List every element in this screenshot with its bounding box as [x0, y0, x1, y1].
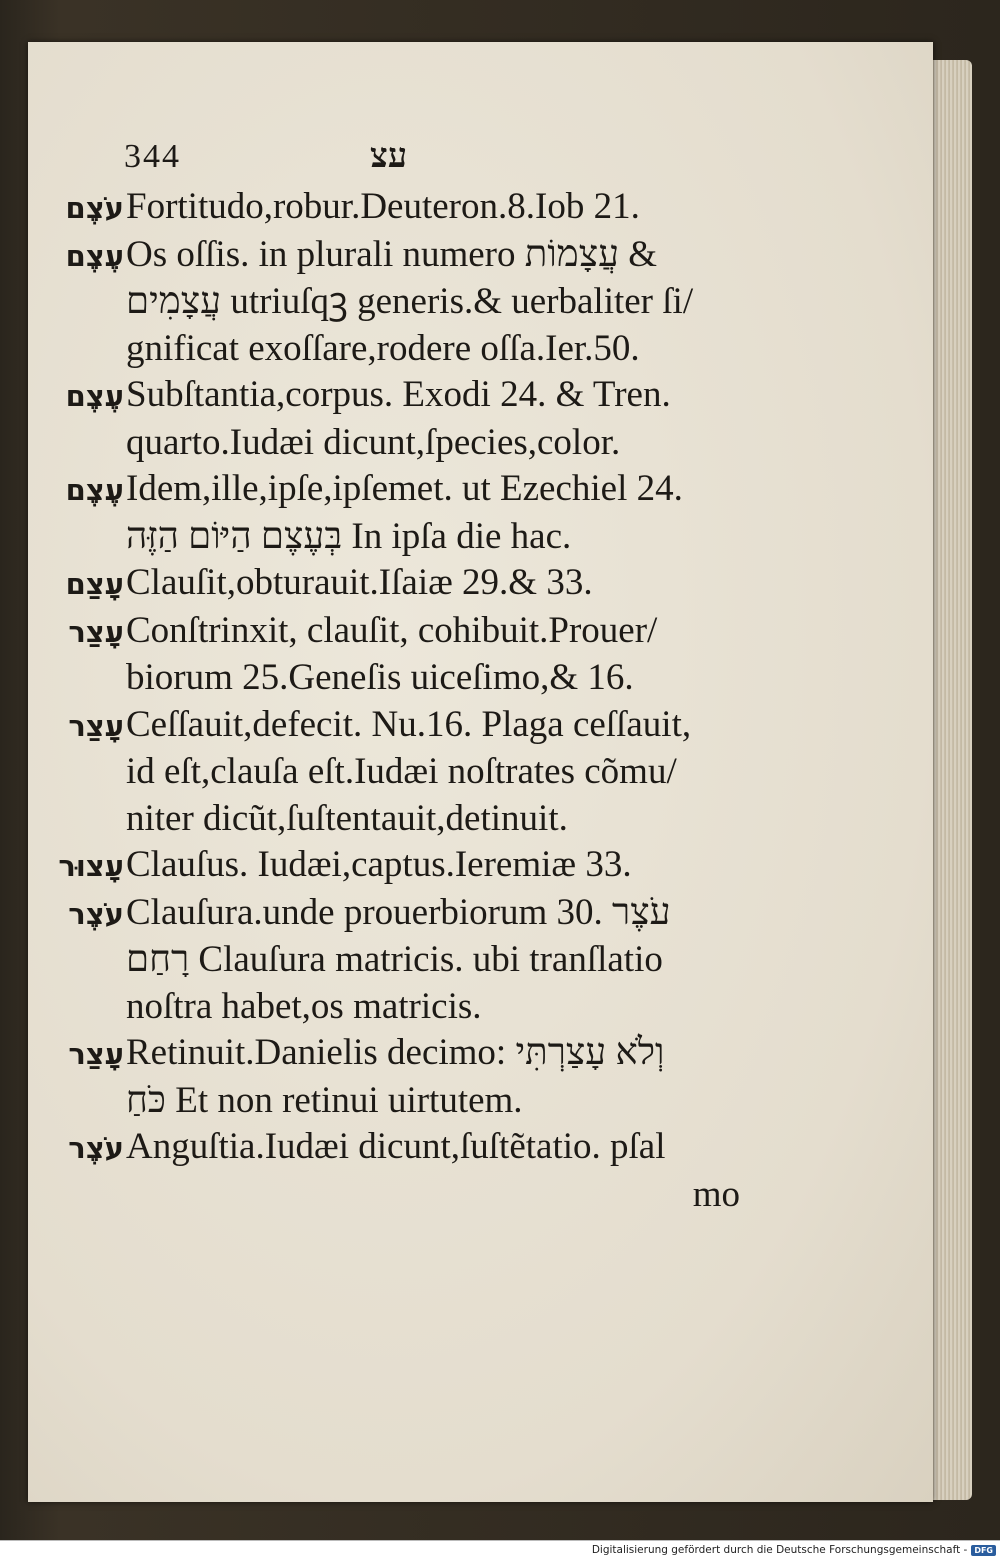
dictionary-entry: [60, 1124, 740, 1172]
hebrew-headword: עֹצֶר: [68, 1131, 124, 1165]
entry-continuation-line: gnificat exoſſare,rodere oſſa.Ier.50.: [126, 327, 640, 369]
entry-first-line: [60, 1030, 740, 1078]
dictionary-entry: [60, 890, 740, 1031]
dictionary-entry: [60, 1030, 740, 1124]
hebrew-headword: עֶצֶם: [65, 473, 124, 507]
entry-definition: Anguſtia.Iudæi dicunt,ſuſtẽtatio. pſal: [126, 1126, 666, 1167]
hebrew-headword: עָצַר: [68, 614, 124, 649]
entry-continuation-line: niter dicũt,ſuſtentauit,detinuit.: [126, 797, 568, 839]
page-text-block: [60, 138, 740, 1218]
entry-definition: Conſtrinxit, clauſit, cohibuit.Prouer/: [126, 609, 658, 651]
dictionary-entry: [60, 842, 740, 890]
entry-continuation-line: id eſt,clauſa eſt.Iudæi noſtrates cõmu/: [126, 751, 677, 792]
entry-continuation-line: עֲצָמִים utriuſqꝫ generis.& uerbaliter ſi/: [126, 281, 694, 322]
hebrew-headword: עָצַם: [65, 567, 124, 601]
footer-credit: Digitalisierung gefördert durch die Deutsche Forschungsgemeinschaft -: [591, 1544, 968, 1556]
entry-continuation-line: רָחַם Clauſura matricis. ubi tranſlatio: [126, 939, 663, 980]
dictionary-entry: [60, 372, 740, 466]
entry-first-line: [60, 702, 740, 750]
entry-continuation-line: בְּעֶצֶם הַיּוֹם הַזֶּה In ipſa die hac.: [126, 515, 572, 557]
running-head: עצ: [370, 138, 408, 175]
entry-first-line: [60, 890, 740, 938]
catchword: mo: [692, 1173, 740, 1215]
entry-definition: Idem,ille,ipſe,ipſemet. ut Ezechiel 24.: [126, 468, 683, 509]
entry-first-line: [60, 232, 740, 280]
entry-definition: Ceſſauit,defecit. Nu.16. Plaga ceſſauit,: [126, 703, 692, 745]
entry-continuation-line: noſtra habet,os matricis.: [126, 985, 482, 1027]
page-header: [60, 138, 740, 184]
page-number: 344: [124, 138, 181, 175]
entry-first-line: [60, 184, 740, 232]
entry-definition: Clauſura.unde prouerbiorum 30. עֹצֶר: [126, 891, 671, 933]
entry-definition: Fortitudo,robur.Deuteron.8.Iob 21.: [126, 186, 640, 227]
hebrew-headword: עָצַר: [68, 1037, 124, 1071]
entry-definition: Retinuit.Danielis decimo: וְלֹא עָצַרְתִּי: [126, 1032, 665, 1073]
dictionary-entries: [60, 184, 740, 1172]
entry-first-line: [60, 466, 740, 514]
entry-first-line: [60, 372, 740, 420]
dictionary-entry: [60, 466, 740, 560]
digitization-footer: [0, 1540, 1000, 1559]
entry-definition: Os oſſis. in plurali numero עֲצָמוֹת &: [126, 233, 658, 275]
entry-definition: Subſtantia,corpus. Exodi 24. & Tren.: [126, 374, 671, 415]
dictionary-entry: [60, 184, 740, 232]
entry-continuation-line: quarto.Iudæi dicunt,ſpecies,color.: [126, 421, 621, 463]
hebrew-headword: עֹצֶר: [68, 896, 124, 931]
dictionary-entry: [60, 232, 740, 373]
dictionary-entry: [60, 608, 740, 702]
hebrew-headword: עֶצֶם: [65, 379, 124, 413]
dictionary-entry: [60, 702, 740, 843]
entry-first-line: [60, 842, 740, 890]
hebrew-headword: עֹצֶם: [65, 191, 124, 225]
book-fore-edge: [930, 60, 972, 1500]
hebrew-headword: עָצוּר: [58, 849, 124, 883]
entry-first-line: [60, 560, 740, 608]
entry-definition: Clauſit,obturauit.Iſaiæ 29.& 33.: [126, 562, 593, 603]
entry-continuation-line: כֹּחַ Et non retinui uirtutem.: [126, 1079, 523, 1121]
hebrew-headword: עֶצֶם: [65, 238, 124, 273]
dictionary-entry: [60, 560, 740, 608]
hebrew-headword: עָצַר: [68, 708, 124, 743]
dfg-logo: DFG: [971, 1545, 996, 1556]
entry-definition: Clauſus. Iudæi,captus.Ieremiæ 33.: [126, 844, 632, 885]
entry-continuation-line: biorum 25.Geneſis uiceſimo,& 16.: [126, 657, 634, 698]
entry-first-line: [60, 608, 740, 656]
entry-first-line: [60, 1124, 740, 1172]
